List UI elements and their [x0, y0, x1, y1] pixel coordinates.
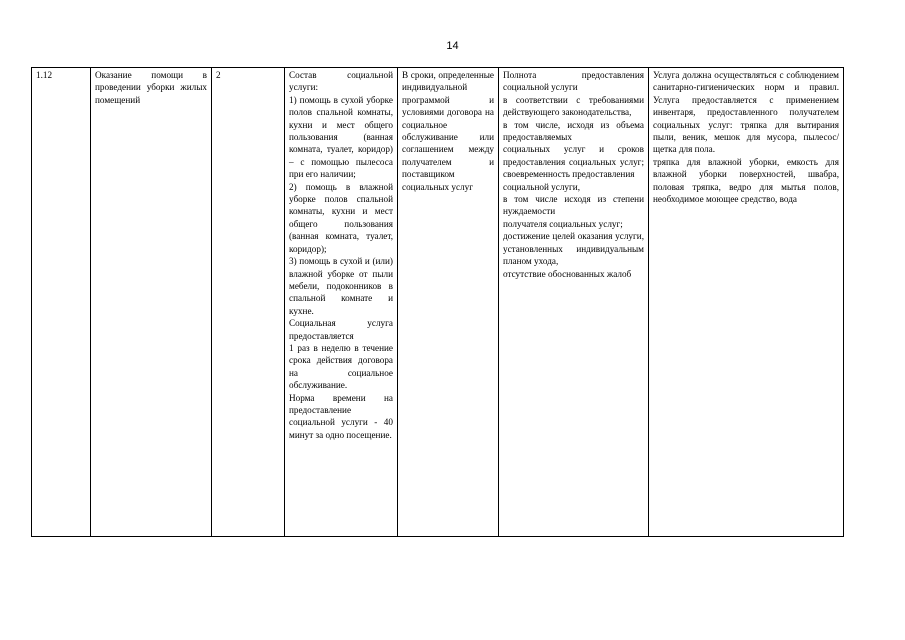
content-line: Состав социальной услуги:	[289, 70, 393, 93]
conditions-line: Услуга должна осуществляться с соблюдением санитарно-гигиенических норм и правил. Услуга предоставляется с применением инвентаря, предоставленного получателем социальных услуг: тряпка для вытирания пыли, веник, мешок для мусора, пылесос/ щетка для пола.	[653, 70, 839, 155]
quality-line: социальной услуги,	[503, 181, 580, 192]
service-content-cell	[285, 68, 398, 537]
services-table	[31, 67, 844, 537]
table-row	[32, 68, 844, 537]
quality-line: Полнота предоставления социальной услуги	[503, 70, 644, 93]
content-line: 3) помощь в сухой и (или) влажной уборке от пыли мебели, подоконников в спальной комнате и кухне.	[289, 256, 393, 316]
content-line: 1 раз в неделю в течение срока действия договора на социальное обслуживание.	[289, 342, 393, 391]
content-line: 1) помощь в сухой уборке полов спальной комнаты, кухни и мест общего пользования (ванная комната, туалет, коридор) – с помощью пылесоса при его наличии;	[289, 94, 393, 180]
quality-line: получателя социальных услуг;	[503, 218, 623, 229]
content-line: Норма времени на предоставление социальной услуги - 40 минут за одно посещение.	[289, 392, 393, 440]
conditions-line: тряпка для влажной уборки, емкость для влажной уборки поверхностей, швабра, половая тряпка, ведро для мытья полов, необходимое моющее средство, вода	[653, 156, 839, 205]
quality-line: в соответствии с требованиями действующего законодательства,	[503, 94, 644, 118]
column-3-cell: 2	[212, 68, 285, 537]
conditions-cell	[649, 68, 844, 537]
quality-line: в том числе исходя из степени нуждаемости	[503, 194, 644, 217]
page-number: 14	[446, 40, 459, 52]
quality-cell	[499, 68, 649, 537]
quality-line: в том числе, исходя из объема предоставляемых	[503, 119, 644, 143]
content-line: 2) помощь в влажной уборке полов спальной комнаты, кухни и мест общего пользования (ванная комната, туалет, коридор);	[289, 181, 393, 254]
quality-line: достижение целей оказания услуги, установленных индивидуальным планом ухода,	[503, 231, 644, 267]
terms-cell: В сроки, определенные индивидуальной программой и условиями договора на социальное обслуживание или соглашением между получателем и поставщиком социальных услуг	[398, 68, 499, 537]
quality-line: отсутствие обоснованных жалоб	[503, 268, 632, 279]
row-number-cell: 1.12	[32, 68, 91, 537]
quality-line: социальных услуг и сроков предоставления социальных услуг; своевременность предоставления	[503, 144, 644, 180]
service-name-cell: Оказание помощи в проведении уборки жилых помещений	[91, 68, 212, 537]
content-line: Социальная услуга предоставляется	[289, 318, 393, 341]
